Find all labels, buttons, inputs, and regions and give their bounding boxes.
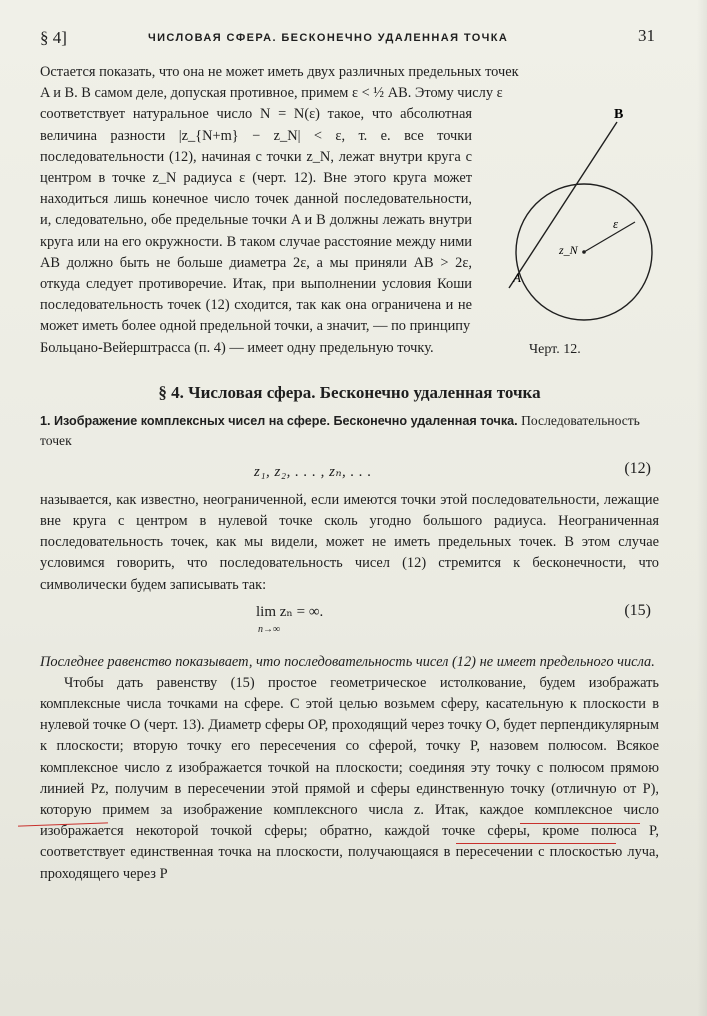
- subsection-paragraph: [40, 411, 659, 450]
- red-underline-polus: [520, 823, 640, 824]
- running-title: ЧИСЛОВАЯ СФЕРА. БЕСКОНЕЧНО УДАЛЕННАЯ ТОЧКА: [148, 32, 509, 44]
- segment-ab: [509, 122, 617, 288]
- intro-line-2: A и B. В самом деле, допуская противное, примем ε < ½ AB. Этому числу ε: [40, 85, 503, 102]
- italic-remark: Последнее равенство показывает, что последовательность чисел (12) не имеет предельного числа.: [40, 653, 655, 670]
- limit-expression: lim zₙ = ∞.: [256, 603, 324, 620]
- formula-12: [40, 450, 659, 490]
- figure-12-drawing: [489, 104, 669, 344]
- figure-12: [489, 104, 669, 384]
- label-zn: z_N: [559, 243, 578, 258]
- intro-column-text: соответствует натуральное число N = N(ε) такое, что абсолютная величина разности |z_{N+m} − z_N| < ε, т. е. все точки последовательности (12), начиная с точки z_N, лежат внутри круга с центром в точке z_N радиуса ε (черт. 12). Вне этого круга может находиться лишь конечное число точек данной последовательности, и, следовательно, обе предельные точки A и B должны лежать внутри круга или на его окружности. В таком случае расстояние между ними AB должно быть не больше диаметра 2ε, а мы приняли AB > 2ε, откуда следует противоречие. Итак, при выполнении условия Коши последовательность точек (12) сходится, так как она ограничена и не может иметь более одной предельной точки, а значит, — по принципу: [40, 106, 472, 335]
- page-header: [40, 22, 659, 56]
- subsection-heading: 1. Изображение комплексных чисел на сфере. Бесконечно удаленная точка.: [40, 413, 518, 428]
- page-number: 31: [638, 26, 655, 45]
- paragraph-sphere: Чтобы дать равенству (15) простое геометрическое истолкование, будем изображать комплексные числа точками на сфере. С этой целью возьмем сферу, касательную к плоскости в нулевой точке O (черт. 13). Диаметр сферы OP, проходящий через точку O, будет перпендикулярным к плоскости; вторую точку его пересечения со сферой, точку P, назовем полюсом. Всякое комплексное число z изображается точкой на плоскости; соединяя эту точку с полюсом прямою линией Pz, получим в пересечении этой прямой и сферы единственную точку (отличную от P), которую примем за изображение комплексного числа z. Итак, каждое комплексное число изображается некоторой точкой сферы; обратно, каждой точке сферы, кроме полюса P, соответствует единственная точка на плоскости, получающаяся в пересечении с плоскостью луча, проходящего через P: [40, 674, 659, 882]
- limit-subscript: n→∞: [258, 623, 281, 635]
- section-title: § 4. Числовая сфера. Бесконечно удаленная точка: [158, 382, 541, 402]
- formula-12-tag: (12): [624, 459, 651, 477]
- page-edge-shadow: [697, 0, 707, 1016]
- red-underline-plane: [456, 843, 616, 844]
- intro-last-line: Больцано-Вейерштрасса (п. 4) — имеет одну предельную точку.: [40, 339, 434, 356]
- label-epsilon: ε: [613, 216, 619, 232]
- paragraph-unbounded: называется, как известно, неограниченной, если имеются точки этой последовательности, лежащие вне круга с центром в нулевой точке сколь угодно большого радиуса. Неограниченная последовательность точек, как мы видели, может не иметь предельных точек. В этом случае условимся говорить, что последовательность чисел (12) стремится к бесконечности, что символически будем записывать так:: [40, 491, 659, 593]
- formula-15: [40, 596, 659, 648]
- formula-15-tag: (15): [624, 601, 651, 619]
- header-section: § 4]: [40, 28, 67, 47]
- center-point: [582, 251, 586, 255]
- figure-caption: Черт. 12.: [529, 342, 581, 358]
- label-b: B: [614, 107, 624, 123]
- intro-line-1: Остается показать, что она не может иметь двух различных предельных точек: [40, 64, 519, 80]
- label-a: A: [513, 270, 521, 286]
- subsection-text: Последовательность точек: [40, 412, 640, 448]
- radius-line: [584, 222, 635, 252]
- formula-12-expression: z₁, z₂, . . . , zₙ, . . .: [254, 463, 372, 480]
